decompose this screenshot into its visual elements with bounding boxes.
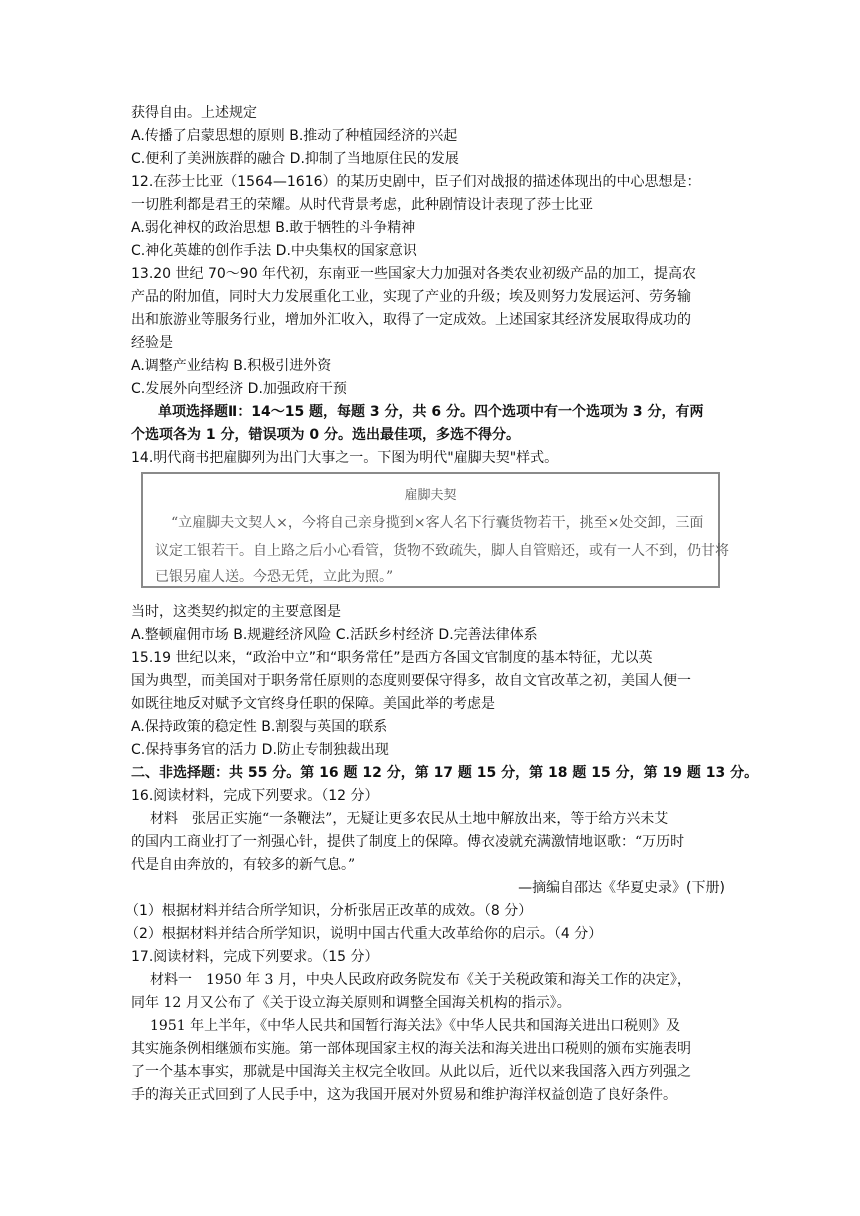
- option-line: C.发展外向型经济 D.加强政府干预: [131, 381, 347, 397]
- option-line: C.保持事务官的活力 D.防止专制独裁出现: [131, 742, 389, 758]
- sub-question: （1）根据材料并结合所学知识，分析张居正改革的成效。（8 分）: [125, 903, 533, 919]
- question-17: 17.阅读材料，完成下列要求。（15 分）: [131, 949, 379, 965]
- question-15: 15.19 世纪以来，“政治中立”和“职务常任”是西方各国文官制度的基本特征，尤以英: [131, 650, 653, 666]
- question-14: 14.明代商书把雇脚列为出门大事之一。下图为明代"雇脚夫契"样式。: [131, 450, 559, 466]
- text-line: 国为典型，而美国对于职务常任原则的态度则要保守得多，故自文官改革之初，美国人便一: [131, 673, 691, 689]
- section-heading: 二、非选择题：共 55 分。第 16 题 12 分，第 17 题 15 分，第 18 题 15 分，第 19 题 13 分。: [131, 765, 759, 781]
- material-line: 材料一 1950 年 3 月，中央人民政府政务院发布《关于关税政策和海关工作的决定》，: [150, 972, 691, 988]
- text-line: 出和旅游业等服务行业，增加外汇收入，取得了一定成效。上述国家其经济发展取得成功的: [131, 312, 691, 328]
- material-line: 材料 张居正实施“一条鞭法”，无疑让更多农民从土地中解放出来，等于给方兴未艾: [150, 811, 669, 827]
- text-line: 获得自由。上述规定: [131, 105, 257, 121]
- text-line: 产品的附加值，同时大力发展重化工业，实现了产业的升级；埃及则努力发展运河、劳务输: [131, 289, 691, 305]
- material-line: 同年 12 月又公布了《关于设立海关原则和调整全国海关机构的指示》。: [131, 995, 571, 1011]
- question-16: 16.阅读材料，完成下列要求。（12 分）: [131, 788, 379, 804]
- option-line: A.保持政策的稳定性 B.割裂与英国的联系: [131, 719, 388, 735]
- text-line: 一切胜利都是君王的荣耀。从时代背景考虑，此种剧情设计表现了莎士比亚: [131, 197, 593, 213]
- material-line: 其实施条例相继颁布实施。第一部体现国家主权的海关法和海关进出口税则的颁布实施表明: [131, 1041, 691, 1057]
- contract-title: 雇脚夫契: [404, 488, 457, 503]
- option-line: C.神化英雄的创作手法 D.中央集权的国家意识: [131, 243, 417, 259]
- material-line: 了一个基本事实，那就是中国海关主权完全收回。从此以后，近代以来我国落入西方列强之: [131, 1064, 691, 1080]
- contract-figure: [141, 472, 729, 588]
- material-line: 的国内工商业打了一剂强心针，提供了制度上的保障。傅衣凌就充满激情地讴歌：“万历时: [131, 834, 685, 850]
- contract-line: 议定工银若干。自上路之后小心看管，货物不致疏失，脚人自管赔还，或有一人不到，仍甘将: [155, 543, 729, 559]
- text-line: 当时，这类契约拟定的主要意图是: [131, 604, 341, 620]
- option-line: A.弱化神权的政治思想 B.敢于牺牲的斗争精神: [131, 220, 416, 236]
- sub-question: （2）根据材料并结合所学知识，说明中国古代重大改革给你的启示。（4 分）: [125, 926, 603, 942]
- citation: —摘编自邵达《华夏史录》(下册): [518, 880, 725, 896]
- contract-line: 已银另雇人送。今恐无凭，立此为照。”: [155, 569, 394, 585]
- material-line: 手的海关正式回到了人民手中，这为我国开展对外贸易和维护海洋权益创造了良好条件。: [131, 1087, 677, 1103]
- question-12: 12.在莎士比亚（1564—1616）的某历史剧中，臣子们对战报的描述体现出的中心思想是：: [131, 174, 701, 190]
- section-instruction: 单项选择题Ⅱ：14～15 题，每题 3 分，共 6 分。四个选项中有一个选项为 3 分，有两: [158, 404, 704, 420]
- option-line: A.调整产业结构 B.积极引进外资: [131, 358, 332, 374]
- contract-line: “立雇脚夫文契人×，今将自己亲身揽到×客人名下行囊货物若干，挑至×处交卸，三面: [171, 515, 704, 531]
- option-line: C.便利了美洲族群的融合 D.抑制了当地原住民的发展: [131, 151, 459, 167]
- section-instruction-cont: 个选项各为 1 分，错误项为 0 分。选出最佳项，多选不得分。: [131, 427, 520, 443]
- material-line: 代是自由奔放的，有较多的新气息。”: [131, 857, 356, 873]
- material-line: 1951 年上半年，《中华人民共和国暂行海关法》《中华人民共和国海关进出口税则》及: [150, 1018, 681, 1034]
- text-line: 如既往地反对赋予文官终身任职的保障。美国此举的考虑是: [131, 696, 495, 712]
- option-line: A.整顿雇佣市场 B.规避经济风险 C.活跃乡村经济 D.完善法律体系: [131, 627, 538, 643]
- text-line: 经验是: [131, 335, 173, 351]
- question-13: 13.20 世纪 70～90 年代初，东南亚一些国家大力加强对各类农业初级产品的加工，提高农: [131, 266, 697, 282]
- option-line: A.传播了启蒙思想的原则 B.推动了种植园经济的兴起: [131, 128, 458, 144]
